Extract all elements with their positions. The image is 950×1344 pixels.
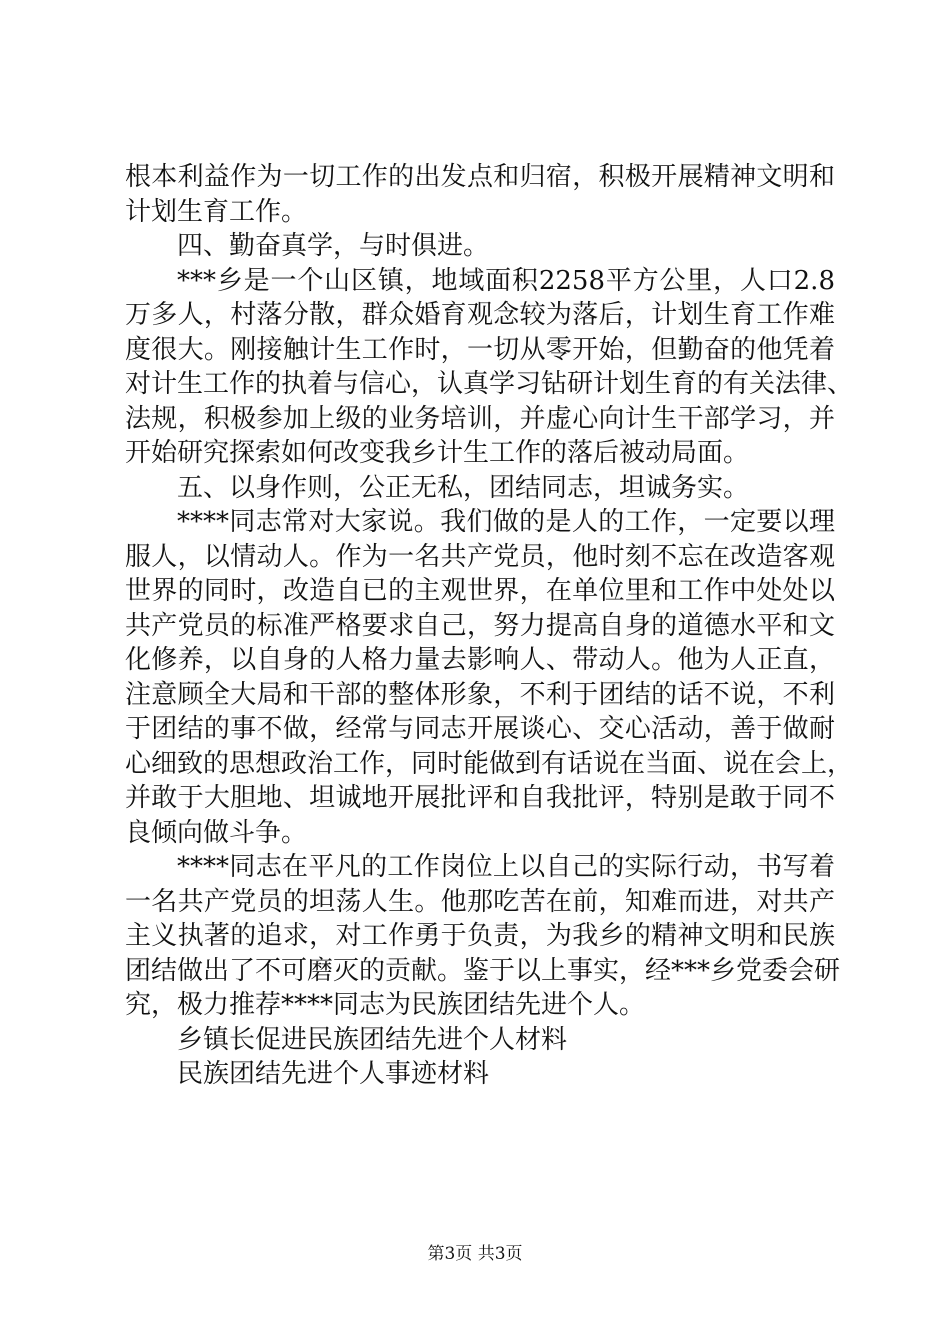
related-title-2: 民族团结先进个人事迹材料 <box>177 1059 490 1089</box>
text-line: 主义执著的追求，对工作勇于负责，为我乡的精神文明和民族 <box>125 921 835 951</box>
text-line: 计划生育工作。 <box>125 196 308 227</box>
text-line: 共产党员的标准严格要求自己，努力提高自身的道德水平和文 <box>125 610 835 641</box>
text-line: 于团结的事不做，经常与同志开展谈心、交心活动，善于做耐 <box>125 714 835 744</box>
text-line: 并敢于大胆地、坦诚地开展批评和自我批评，特别是敢于同不 <box>125 783 835 813</box>
section-heading-5: 五、以身作则，公正无私，团结同志，坦诚务实。 <box>177 472 750 503</box>
text-line: 究，极力推荐****同志为民族团结先进个人。 <box>125 990 646 1020</box>
text-line: ***乡是一个山区镇，地域面积2258平方公里，人口2.8 <box>177 265 835 296</box>
text-line: 注意顾全大局和干部的整体形象，不利于团结的话不说，不利 <box>125 679 835 710</box>
text-line: 世界的同时，改造自已的主观世界，在单位里和工作中处处以 <box>125 576 835 606</box>
text-line: 根本利益作为一切工作的出发点和归宿，积极开展精神文明和 <box>125 162 835 192</box>
related-title-1: 乡镇长促进民族团结先进个人材料 <box>177 1024 568 1055</box>
text-line: 法规，积极参加上级的业务培训，并虚心向计生干部学习，并 <box>125 403 835 434</box>
text-line: 度很大。刚接触计生工作时，一切从零开始，但勤奋的他凭着 <box>125 334 835 365</box>
text-line: 万多人，村落分散，群众婚育观念较为落后，计划生育工作难 <box>125 300 835 330</box>
text-line: 开始研究探索如何改变我乡计生工作的落后被动局面。 <box>125 438 750 468</box>
page-number-footer: 第3页 共3页 <box>427 1244 523 1264</box>
text-line: 一名共产党员的坦荡人生。他那吃苦在前，知难而进，对共产 <box>125 886 835 917</box>
section-heading-4: 四、勤奋真学，与时俱进。 <box>177 231 490 261</box>
text-line: 对计生工作的执着与信心，认真学习钻研计划生育的有关法律、 <box>125 369 854 399</box>
text-line: ****同志常对大家说。我们做的是人的工作，一定要以理 <box>177 507 835 537</box>
text-line: 良倾向做斗争。 <box>125 817 308 848</box>
document-body <box>125 160 854 1092</box>
text-line: 团结做出了不可磨灭的贡献。鉴于以上事实，经***乡党委会研 <box>125 955 841 986</box>
text-line: 服人，以情动人。作为一名共产党员，他时刻不忘在改造客观 <box>125 541 835 572</box>
text-line: 心细致的思想政治工作，同时能做到有话说在当面、说在会上， <box>125 748 854 779</box>
text-line: 化修养，以自身的人格力量去影响人、带动人。他为人正直， <box>125 645 835 675</box>
text-line: ****同志在平凡的工作岗位上以自己的实际行动，书写着 <box>177 852 835 882</box>
